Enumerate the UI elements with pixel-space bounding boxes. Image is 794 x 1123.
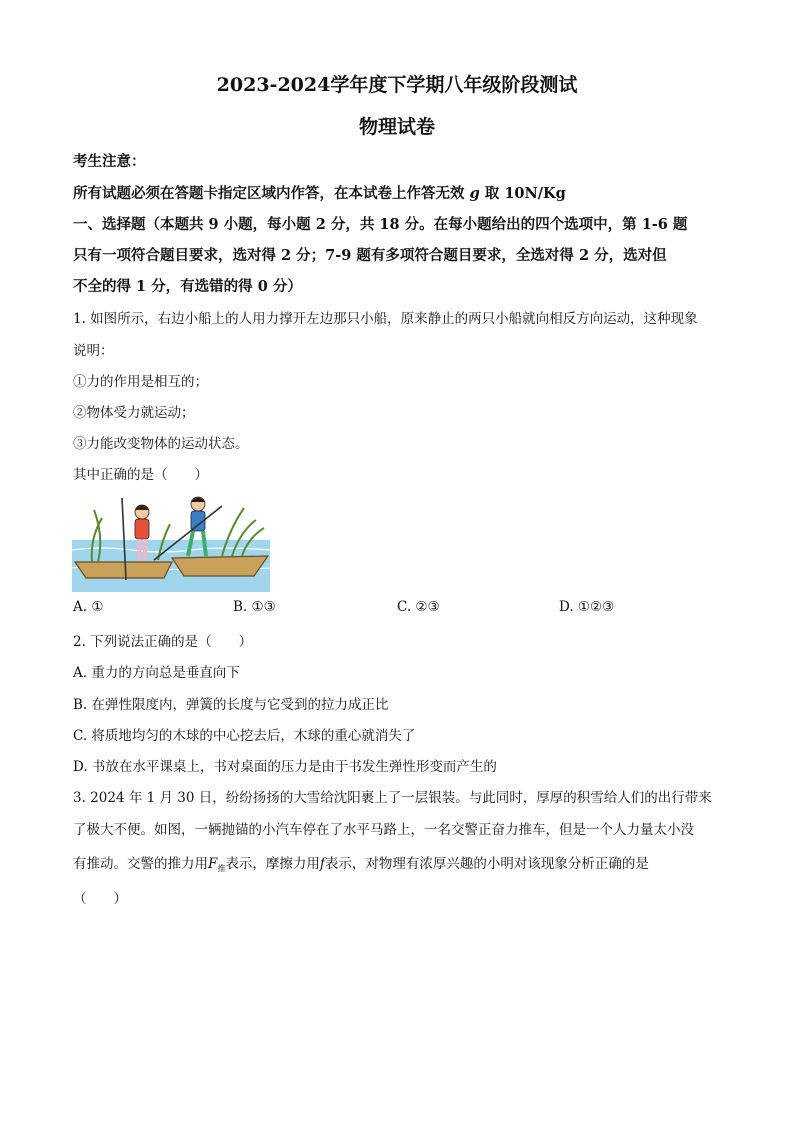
notice-label: 考生注意：: [73, 153, 146, 170]
girl-leg: [137, 539, 141, 561]
left-boat: [75, 562, 172, 578]
q1-option-c: C. ②③: [397, 599, 440, 615]
q1-option-d: D. ①②③: [559, 599, 615, 615]
girl-hair: [135, 505, 149, 510]
exam-title: 2023-2024学年度下学期八年级阶段测试: [216, 74, 578, 96]
friction-symbol: f: [319, 856, 325, 872]
notice-text: [73, 182, 728, 203]
notice-text-b: 取 10N/Kg: [484, 185, 566, 202]
section1-line-3: 不全的得 1 分，有选错的得 0 分）: [73, 278, 302, 295]
girl-shirt: [135, 519, 149, 539]
g-symbol: g: [469, 185, 480, 202]
q2-stem: 2. 下列说法正确的是（ ）: [73, 634, 253, 650]
q3-line-3-c: 表示，对物理有浓厚兴趣的小明对该现象分析正确的是: [324, 856, 649, 872]
q1-line-2: 说明：: [73, 343, 114, 359]
section1-line-2: 只有一项符合题目要求，选对得 2 分；7-9 题有多项符合题目要求，全选对得 2 分，选对但: [73, 247, 667, 264]
q3-line-2: 了极大不便。如图，一辆抛锚的小汽车停在了水平马路上，一名交警正奋力推车，但是一个人力量太小没: [73, 822, 694, 838]
q2-option-a: A. 重力的方向总是垂直向下: [73, 665, 240, 681]
boy-hair: [191, 498, 205, 503]
q1-statement-2: ②物体受力就运动；: [73, 405, 195, 421]
q1-line-1: 1. 如图所示，右边小船上的人用力撑开左边那只小船，原来静止的两只小船就向相反方向运动，这种现象: [73, 311, 698, 327]
q2-option-c: C. 将质地均匀的木球的中心挖去后，木球的重心就消失了: [73, 728, 416, 744]
q3-line-1: 3. 2024 年 1 月 30 日，纷纷扬扬的大雪给沈阳裹上了一层银装。与此同时，厚厚的积雪给人们的出行带来: [73, 790, 712, 806]
q3-line-3-b: 表示，摩擦力用: [225, 856, 320, 872]
q2-option-b: B. 在弹性限度内，弹簧的长度与它受到的拉力成正比: [73, 697, 389, 713]
right-boat: [172, 556, 268, 576]
q2-option-d: D. 书放在水平课桌上，书对桌面的压力是由于书发生弹性形变而产生的: [73, 759, 497, 775]
q3-line-3: [73, 852, 728, 874]
q1-option-b: B. ①③: [233, 599, 276, 615]
q1-option-a: A. ①: [73, 599, 104, 615]
girl-leg: [143, 539, 147, 561]
force-subscript: 推: [217, 864, 226, 873]
q1-prompt: 其中正确的是（ ）: [73, 467, 208, 483]
q3-line-3-a: 有推动。交警的推力用: [73, 856, 208, 872]
q3-line-4: （ ）: [73, 891, 127, 907]
boats-illustration: [72, 488, 270, 592]
q1-statement-3: ③力能改变物体的运动状态。: [73, 436, 249, 452]
exam-subtitle: 物理试卷: [358, 116, 435, 138]
q1-statement-1: ①力的作用是相互的；: [73, 374, 208, 390]
notice-text-a: 所有试题必须在答题卡指定区域内作答，在本试卷上作答无效: [73, 185, 465, 202]
section1-line-1: 一、选择题（本题共 9 小题，每小题 2 分，共 18 分。在每小题给出的四个选项中，第 1-6 题: [73, 216, 688, 233]
force-symbol: F: [208, 856, 218, 872]
